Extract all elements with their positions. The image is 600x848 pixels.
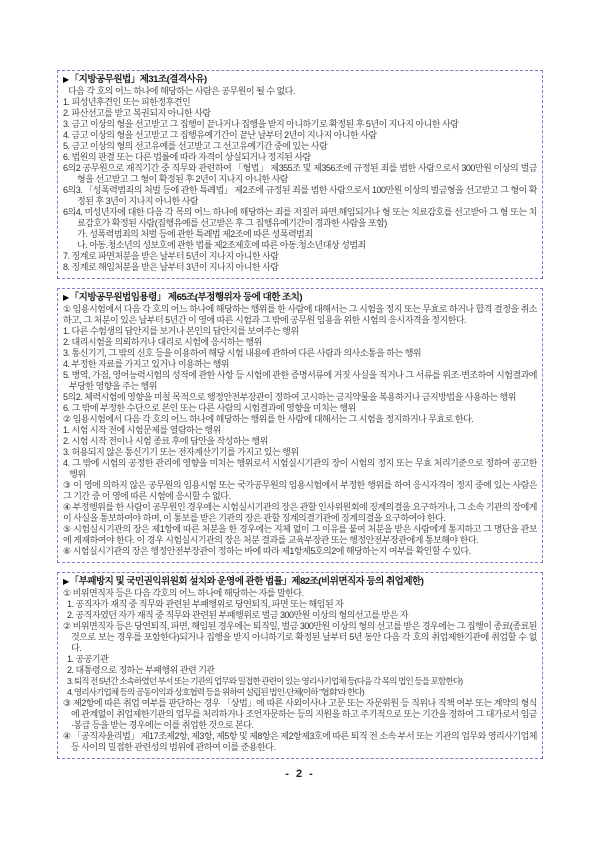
law-paragraph: 1. 공공기관 bbox=[67, 654, 109, 664]
section-title-text: 「부패방지 및 국민권익위원회 설치와 운영에 관한 법률」제82조(비위면직자 등의 취업제한) bbox=[69, 576, 424, 587]
section-title bbox=[63, 74, 537, 86]
law-section bbox=[57, 572, 543, 759]
law-paragraph: 6의2 공무원으로 재직기간 중 직무와 관련하여 「형법」 제355조 및 제356조에 규정된 죄를 범한 사람으로서 300만원 이상의 벌금형을 선고받고 그 형이 확정된 후 2년이 지나지 아니한 사람 bbox=[63, 163, 537, 184]
law-paragraph: ② 임용시험에서 다음 각 호의 어느 하나에 해당하는 행위를 한 사람에 대해서는 그 시험을 정지하거나 무효로 한다. bbox=[63, 414, 474, 424]
law-paragraph: 1. 공직자가 재직 중 직무와 관련된 부패행위로 당연퇴직, 파면 또는 해임된 자 bbox=[67, 599, 344, 609]
sections-host bbox=[57, 70, 543, 759]
law-paragraph: ② 비위면직자 등은 당연퇴직, 파면, 해임된 경우에는 퇴직일, 벌금 300만원 이상의 형의 선고를 받은 경우에는 그 집행이 종료(종료된 것으로 보는 경우를 포함한다)되거나 집행을 받지 아니하기로 확정된 날부터 5년 동안 다음 각 호의 취업제한기관에 취업할 수 없다. bbox=[63, 621, 537, 653]
law-paragraph: 5. 금고 이상의 형의 선고유예를 선고받고 그 선고유예기간 중에 있는 사람 bbox=[63, 141, 328, 151]
law-paragraph: 6. 그 밖에 부정한 수단으로 본인 또는 다른 사람의 시험결과에 영향을 미치는 행위 bbox=[63, 403, 356, 413]
law-paragraph: 6. 법원의 판결 또는 다른 법률에 따라 자격이 상실되거나 정지된 사람 bbox=[63, 152, 311, 162]
triangle-marker-icon: ▶ bbox=[63, 293, 69, 302]
law-section bbox=[57, 288, 543, 563]
law-paragraph: ③ 제2항에 따른 취업 여부를 판단하는 경우 「상법」에 따른 사외이사나 고문 또는 자문위원 등 직위나 직책 여부 또는 계약의 형식에 관계없이 취업제한기관의 업무를 처리하거나 조언자문하는 등의 지원을 하고 주기적으로 또는 기간을 정하여 그 대가로서 임금·봉급 등을 받는 경우에는 이를 취업한 것으로 본다. bbox=[63, 698, 537, 730]
law-paragraph: ③ 이 영에 의하지 않은 공무원의 임용시험 또는 국가공무원의 임용시험에서 부정한 행위를 하여 응시자격이 정지 중에 있는 사람은 그 기간 중 이 영에 따른 시험에 응시할 수 없다. bbox=[63, 480, 537, 501]
law-paragraph: 2. 공직자였던 자가 재직 중 직무와 관련된 부패행위로 벌금 300만원 이상의 형의선고를 받은 자 bbox=[67, 610, 409, 620]
section-title-text: 「지방공무원법」제31조(결격사유) bbox=[69, 74, 207, 85]
law-paragraph: 3. 금고 이상의 형을 선고받고 그 집행이 끝나거나 집행을 받지 아니하기로 확정된 후 5년이 지나지 아니한 사람 bbox=[63, 119, 459, 129]
law-paragraph: 4. 그 밖에 시험의 공정한 관리에 영향을 미치는 행위로서 시험실시기관의 장이 시험의 정지 또는 무효 처리기준으로 정하여 공고한 행위 bbox=[63, 458, 537, 479]
page-number: - 2 - bbox=[285, 768, 315, 780]
law-paragraph: 8. 징계로 해임처분을 받은 날부터 3년이 지나지 아니한 사람 bbox=[63, 262, 279, 272]
law-paragraph: 1. 시험 시작 전에 시험문제를 열람하는 행위 bbox=[63, 425, 221, 435]
law-paragraph: ⑥ 시험실시기관의 장은 행정안전부장관이 정하는 바에 따라 제1항제5호의2에 해당하는지 여부를 확인할 수 있다. bbox=[63, 546, 471, 556]
law-paragraph: ④ 부정행위를 한 사람이 공무원인 경우에는 시험실시기관의 장은 관할 인사위원회에 징계의결을 요구하거나, 그 소속 기관의 장에게 이 사실을 통보하여야 하며, 이 통보를 받은 기관의 장은 관할 징계의결기관에 징계의결을 요구하여야 한다. bbox=[63, 502, 537, 523]
law-paragraph: 1. 다른 수험생의 답안지를 보거나 본인의 답안지를 보여주는 행위 bbox=[63, 326, 299, 336]
law-paragraph: ① 임용시험에서 다음 각 호의 어느 하나에 해당하는 행위를 한 사람에 대해서는 그 시험을 정지 또는 무효로 하거나 합격 결정을 취소하고, 그 처분이 있은 날부터 5년간 이 영에 따른 시험과 그 밖에 공무원 임용을 위한 시험의 응시자격을 정지한다. bbox=[63, 304, 537, 325]
law-paragraph: 다음 각 호의 어느 하나에 해당하는 사람은 공무원이 될 수 없다. bbox=[68, 86, 295, 96]
section-title bbox=[63, 576, 537, 588]
law-paragraph: 3. 허용되지 않은 통신기기 또는 전자계산기기를 가지고 있는 행위 bbox=[63, 447, 299, 457]
law-paragraph: ⑤ 시험실시기관의 장은 제1항에 따른 처분을 한 경우에는 지체 없이 그 이유를 붙여 처분을 받은 사람에게 통지하고 그 명단을 관보에 게재하여야 한다. 이 경우 시험실시기관의 장은 처분 결과를 교육부장관 또는 행정안전부장관에게 통보해야 한다. bbox=[63, 524, 537, 545]
law-paragraph: 6의4. 미성년자에 대한 다음 각 목의 어느 하나에 해당하는 죄를 저질러 파면.해임되거나 형 또는 치료감호를 선고받아 그 형 또는 치료감호가 확정된 사람(집행유예를 선고받은 후 그 집행유예기간이 경과한 사람을 포함) bbox=[63, 207, 537, 228]
law-paragraph: ① 비위면직자 등은 다음 각호의 어느 하나에 해당하는 자를 말한다. bbox=[63, 588, 304, 598]
law-paragraph: 4. 부정한 자료를 가지고 있거나 이용하는 행위 bbox=[63, 359, 230, 369]
law-paragraph: 5. 병역, 가점, 영어능력시험의 성적에 관한 사항 등 시험에 관한 증명서류에 거짓 사실을 적거나 그 서류를 위조·변조하여 시험결과에 부당한 영향을 주는 행위 bbox=[63, 370, 537, 391]
law-paragraph: 4. 금고 이상의 형을 선고받고 그 집행유예기간이 끝난 날부터 2년이 지나지 아니한 사람 bbox=[63, 130, 377, 140]
law-paragraph: 2. 대리시험을 의뢰하거나 대리로 시험에 응시하는 행위 bbox=[63, 337, 262, 347]
law-paragraph: 5의2. 체력시험에 영향을 미칠 목적으로 행정안전부장관이 정하여 고시하는 금지약물을 복용하거나 금지방법을 사용하는 행위 bbox=[63, 392, 516, 402]
law-paragraph: 4. 영리사기업체 등의 공동이익과 상호협력 등을 위하여 설립된 법인·단체(이하 "협회"라 한다) bbox=[67, 687, 364, 697]
triangle-marker-icon: ▶ bbox=[63, 577, 69, 586]
law-paragraph: 3. 통신기기, 그 밖의 신호 등을 이용하여 해당 시험 내용에 관하여 다른 사람과 의사소통을 하는 행위 bbox=[63, 348, 422, 358]
law-paragraph: 1. 피성년후견인 또는 피한정후견인 bbox=[63, 97, 191, 107]
section-title-text: 「지방공무원법임용령」 제65조(부정행위자 등에 대한 조치) bbox=[69, 292, 303, 303]
law-paragraph: 3. 퇴직 전 5년간 소속하였던 부서 또는 기관의 업무와 밀접한 관련이 있는 영리사기업체 등(다음 각 목의 법인 등을 포함한다) bbox=[67, 676, 463, 686]
section-title bbox=[63, 292, 537, 304]
law-paragraph: 2. 대통령으로 정하는 부패행위 관련 기관 bbox=[67, 665, 215, 675]
law-section bbox=[57, 70, 543, 279]
law-paragraph: 가. 성폭력범죄의 처벌 등에 관한 특례법 제2조에 따른 성폭력범죄 bbox=[77, 229, 313, 239]
law-paragraph: 2. 시험 시작 전이나 시험 종료 후에 답안을 작성하는 행위 bbox=[63, 436, 268, 446]
law-paragraph: ④ 「공직자윤리법」 제17조제2항, 제3항, 제5항 및 제8항은 제2항제3호에 따른 퇴직 전 소속 부서 또는 기관의 업무와 영리사기업체 등 사이의 밀접한 관련성의 범위에 관하여 이를 준용한다. bbox=[63, 731, 537, 752]
law-paragraph: 6의3. 「성폭력범죄의 처벌 등에 관한 특례법」 제2조에 규정된 죄를 범한 사람으로서 100만원 이상의 벌금형을 선고받고 그 형이 확정된 후 3년이 지나지 아니한 사람 bbox=[63, 185, 537, 206]
triangle-marker-icon: ▶ bbox=[63, 75, 69, 84]
law-paragraph: 나. 아동.청소년의 성보호에 관한 법률 제2조제호에 따른 아동.청소년대상 성범죄 bbox=[77, 240, 366, 250]
law-paragraph: 2. 파산선고를 받고 복권되지 아니한 사람 bbox=[63, 108, 211, 118]
law-paragraph: 7. 징계로 파면처분을 받은 날부터 5년이 지나지 아니한 사람 bbox=[63, 251, 279, 261]
